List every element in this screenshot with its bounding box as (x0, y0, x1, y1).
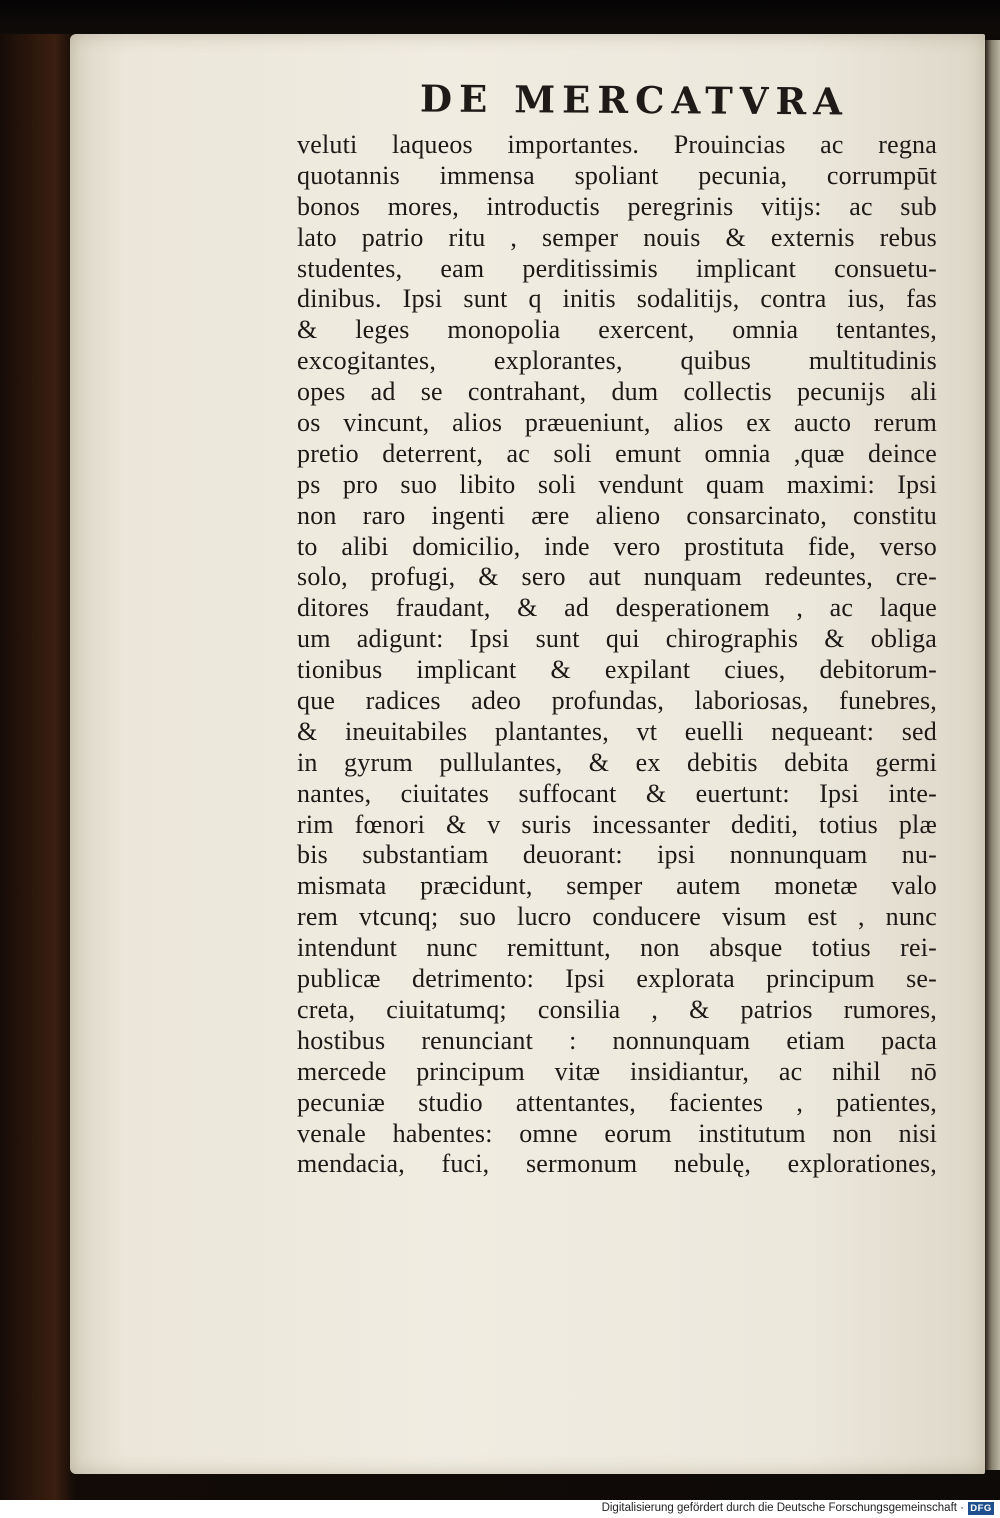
footer-bar (0, 1500, 1000, 1518)
text-line: ditores fraudant, & ad desperationem , ac laque (297, 593, 937, 623)
text-line: dinibus. Ipsi sunt q initis sodalitijs, contra ius, fas (297, 284, 937, 314)
text-line: bonos mores, introductis peregrinis vitijs: ac sub (297, 191, 937, 221)
page-edge (985, 40, 1000, 1470)
body-text (297, 130, 947, 1180)
funding-credit: Digitalisierung gefördert durch die Deutsche Forschungsgemeinschaft · (601, 1502, 964, 1514)
text-line: nantes, ciuitates suffocant & euertunt: Ipsi inte- (297, 778, 937, 808)
text-line: mercede principum vitæ insidiantur, ac nihil nō (297, 1056, 937, 1086)
running-head: DE MERCATVRA (419, 76, 850, 124)
text-line: venale habentes: omne eorum institutum non nisi (297, 1118, 937, 1148)
dfg-logo-icon: DFG (968, 1502, 994, 1515)
text-line: & ineuitabiles plantantes, vt euelli nequeant: sed (297, 716, 937, 746)
text-line: bis substantiam deuorant: ipsi nonnunquam nu- (297, 840, 937, 870)
text-line: mismata præcidunt, semper autem monetæ valo (297, 871, 937, 901)
text-line: quotannis immensa spoliant pecunia, corrumpūt (297, 160, 937, 190)
text-line: intendunt nunc remittunt, non absque totius rei- (297, 933, 937, 963)
text-line: tionibus implicant & expilant ciues, debitorum- (297, 655, 937, 685)
scan-top-strip (0, 0, 1000, 34)
text-line: solo, profugi, & sero aut nunquam redeuntes, cre- (297, 562, 937, 592)
text-line: veluti laqueos importantes. Prouincias ac regna (297, 130, 937, 159)
text-line: que radices adeo profundas, laboriosas, funebres, (297, 686, 937, 716)
text-line: & leges monopolia exercent, omnia tentantes, (297, 315, 937, 345)
text-line: rem vtcunq; suo lucro conducere visum est , nunc (297, 902, 937, 932)
text-line: os vincunt, alios præueniunt, alios ex aucto rerum (297, 408, 937, 438)
text-line: pecuniæ studio attentantes, facientes , patientes, (297, 1087, 937, 1117)
text-line: mendacia, fuci, sermonum nebulę, explorationes, (297, 1149, 937, 1179)
text-line: pretio deterrent, ac soli emunt omnia ,quæ deince (297, 438, 937, 468)
text-line: non raro ingenti ære alieno consarcinato, constitu (297, 500, 937, 530)
text-line: publicæ detrimento: Ipsi explorata principum se- (297, 964, 937, 994)
text-line: creta, ciuitatumq; consilia , & patrios rumores, (297, 994, 937, 1024)
text-line: to alibi domicilio, inde vero prostituta fide, verso (297, 531, 937, 561)
text-line: opes ad se contrahant, dum collectis pecunijs ali (297, 377, 937, 407)
text-line: studentes, eam perditissimis implicant consuetu- (297, 253, 937, 283)
text-line: rim fœnori & v suris incessanter dediti, totius plæ (297, 809, 937, 839)
text-line: ps pro suo libito soli vendunt quam maximi: Ipsi (297, 469, 937, 499)
text-line: excogitantes, explorantes, quibus multitudinis (297, 346, 937, 376)
text-line: in gyrum pullulantes, & ex debitis debita germi (297, 747, 937, 777)
text-line: um adigunt: Ipsi sunt qui chirographis & obliga (297, 624, 937, 654)
text-line: hostibus renunciant : nonnunquam etiam pacta (297, 1025, 937, 1055)
text-line: lato patrio ritu , semper nouis & externis rebus (297, 222, 937, 252)
